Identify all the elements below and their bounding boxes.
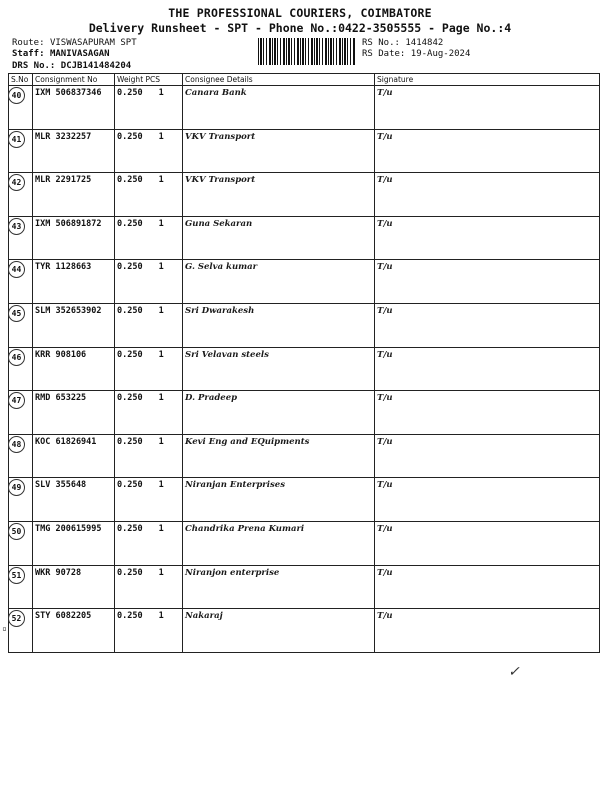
row-consignment-no: IXM 506837346 <box>33 86 115 130</box>
row-signature: T/u <box>375 129 600 173</box>
row-weight: 0.250 <box>117 611 143 622</box>
row-weight: 0.250 <box>117 480 143 491</box>
row-weight: 0.250 <box>117 131 143 142</box>
row-consignment-no: TYR 1128663 <box>33 260 115 304</box>
row-weight-cell <box>115 173 183 217</box>
row-pcs: 1 <box>158 88 164 98</box>
company-title: THE PROFESSIONAL COURIERS, COIMBATORE <box>168 6 432 20</box>
row-signature: T/u <box>375 347 600 391</box>
row-weight: 0.250 <box>117 175 143 186</box>
row-sno-cell <box>9 347 33 391</box>
row-consignment-no: MLR 2291725 <box>33 173 115 217</box>
route-label: Route: <box>12 38 45 48</box>
table-body <box>9 86 600 653</box>
row-consignment-no: TMG 200615995 <box>33 521 115 565</box>
col-pcs: PCS <box>145 75 161 84</box>
row-consignment-no: SLM 352653902 <box>33 303 115 347</box>
row-consignee: Chandrika Prena Kumari <box>183 521 375 565</box>
row-sno: 40 <box>8 87 25 104</box>
row-signature: T/u <box>375 86 600 130</box>
drs-line <box>12 61 131 72</box>
handwritten-mark: ✓ <box>508 664 520 680</box>
row-weight: 0.250 <box>117 436 143 447</box>
row-consignment-no: KRR 908106 <box>33 347 115 391</box>
col-consignee: Consignee Details <box>183 74 375 86</box>
row-sno: 52 <box>8 610 25 627</box>
row-sno-cell <box>9 260 33 304</box>
row-pcs: 1 <box>158 262 164 273</box>
row-signature: T/u <box>375 216 600 260</box>
route-value: VISWASAPURAM SPT <box>49 38 137 48</box>
row-consignment-no: WKR 90728 <box>33 565 115 609</box>
row-weight: 0.250 <box>117 262 143 273</box>
row-weight: 0.250 <box>117 393 143 404</box>
table-row <box>9 478 600 522</box>
row-signature: T/u <box>375 521 600 565</box>
row-consignee: Niranjon enterprise <box>183 565 375 609</box>
row-consignment-no: KOC 61826941 <box>33 434 115 478</box>
row-sno-cell <box>9 478 33 522</box>
row-weight: 0.250 <box>117 523 143 534</box>
row-sno: 48 <box>8 436 25 453</box>
row-consignment-no: MLR 3232257 <box>33 129 115 173</box>
rs-date-value: 19-Aug-2024 <box>410 49 471 59</box>
row-sno-cell <box>9 521 33 565</box>
row-consignee: G. Selva kumar <box>183 260 375 304</box>
col-signature: Signature <box>375 74 600 86</box>
table-row <box>9 565 600 609</box>
margin-mark: ▫ <box>2 624 7 633</box>
row-sno: 44 <box>8 261 25 278</box>
row-sno-cell <box>9 565 33 609</box>
col-weight-pcs <box>115 74 183 86</box>
row-consignee: D. Pradeep <box>183 391 375 435</box>
row-consignee: VKV Transport <box>183 173 375 217</box>
row-consignee: Guna Sekaran <box>183 216 375 260</box>
row-sno-cell <box>9 303 33 347</box>
row-consignee: VKV Transport <box>183 129 375 173</box>
row-weight-cell <box>115 478 183 522</box>
col-sno: S.No <box>9 74 33 86</box>
row-weight: 0.250 <box>117 218 143 229</box>
row-weight-cell <box>115 260 183 304</box>
row-pcs: 1 <box>158 480 164 491</box>
row-weight-cell <box>115 129 183 173</box>
row-pcs: 1 <box>158 393 164 404</box>
rs-date-label: RS Date: <box>362 49 406 59</box>
row-consignment-no: IXM 506891872 <box>33 216 115 260</box>
table-row <box>9 609 600 653</box>
row-signature: T/u <box>375 391 600 435</box>
row-consignee: Sri Dwarakesh <box>183 303 375 347</box>
col-weight: Weight <box>117 75 144 84</box>
row-pcs: 1 <box>158 567 164 578</box>
runsheet-subtitle: Delivery Runsheet - SPT - Phone No.:0422-3505555 - Page No.:4 <box>88 21 512 35</box>
row-signature: T/u <box>375 303 600 347</box>
row-sno-cell <box>9 216 33 260</box>
row-weight: 0.250 <box>117 349 143 360</box>
row-pcs: 1 <box>158 218 164 229</box>
table-row <box>9 434 600 478</box>
row-consignment-no: SLV 355648 <box>33 478 115 522</box>
row-sno-cell <box>9 173 33 217</box>
row-sno: 45 <box>8 305 25 322</box>
drs-value: DCJB141484204 <box>60 61 132 71</box>
row-weight-cell <box>115 303 183 347</box>
row-sno: 50 <box>8 523 25 540</box>
row-weight: 0.250 <box>117 88 143 98</box>
row-sno: 51 <box>8 567 25 584</box>
row-sno: 47 <box>8 392 25 409</box>
row-weight-cell <box>115 434 183 478</box>
row-sno: 43 <box>8 218 25 235</box>
row-sno-cell <box>9 391 33 435</box>
table-row <box>9 347 600 391</box>
drs-label: DRS No.: <box>12 61 56 71</box>
row-signature: T/u <box>375 609 600 653</box>
rs-no-label: RS No.: <box>362 38 400 48</box>
row-sno-cell <box>9 609 33 653</box>
table-row <box>9 216 600 260</box>
barcode-image <box>258 38 356 65</box>
row-pcs: 1 <box>158 611 164 622</box>
row-sno: 46 <box>8 349 25 366</box>
rs-no-value: 1414842 <box>405 38 444 48</box>
row-consignee: Kevi Eng and EQuipments <box>183 434 375 478</box>
table-row <box>9 129 600 173</box>
row-pcs: 1 <box>158 349 164 360</box>
row-pcs: 1 <box>158 175 164 186</box>
row-sno: 42 <box>8 174 25 191</box>
staff-label: Staff: <box>12 49 45 59</box>
rs-date-line <box>362 49 470 60</box>
staff-line <box>12 49 110 60</box>
col-consignment: Consignment No <box>33 74 115 86</box>
row-pcs: 1 <box>158 305 164 316</box>
row-weight-cell <box>115 216 183 260</box>
table-row <box>9 391 600 435</box>
table-row <box>9 260 600 304</box>
rs-no-line <box>362 38 443 49</box>
row-weight: 0.250 <box>117 305 143 316</box>
row-pcs: 1 <box>158 523 164 534</box>
row-weight-cell <box>115 86 183 130</box>
row-sno: 49 <box>8 479 25 496</box>
row-weight-cell <box>115 609 183 653</box>
row-weight-cell <box>115 391 183 435</box>
route-line <box>12 38 137 49</box>
table-row <box>9 86 600 130</box>
table-header-row <box>9 74 600 86</box>
row-signature: T/u <box>375 565 600 609</box>
row-signature: T/u <box>375 478 600 522</box>
staff-value: MANIVASAGAN <box>49 49 110 59</box>
row-sno-cell <box>9 129 33 173</box>
row-pcs: 1 <box>158 436 164 447</box>
row-signature: T/u <box>375 434 600 478</box>
row-consignee: Nakaraj <box>183 609 375 653</box>
row-weight-cell <box>115 521 183 565</box>
row-weight-cell <box>115 347 183 391</box>
row-weight: 0.250 <box>117 567 143 578</box>
row-consignee: Canara Bank <box>183 86 375 130</box>
table-row <box>9 521 600 565</box>
row-sno-cell <box>9 434 33 478</box>
row-weight-cell <box>115 565 183 609</box>
row-signature: T/u <box>375 173 600 217</box>
table-row <box>9 303 600 347</box>
row-consignee: Sri Velavan steels <box>183 347 375 391</box>
row-sno-cell <box>9 86 33 130</box>
row-signature: T/u <box>375 260 600 304</box>
row-consignment-no: STY 6082205 <box>33 609 115 653</box>
row-pcs: 1 <box>158 131 164 142</box>
row-sno: 41 <box>8 131 25 148</box>
row-consignment-no: RMD 653225 <box>33 391 115 435</box>
table-row <box>9 173 600 217</box>
row-consignee: Niranjan Enterprises <box>183 478 375 522</box>
runsheet-table <box>8 73 600 653</box>
